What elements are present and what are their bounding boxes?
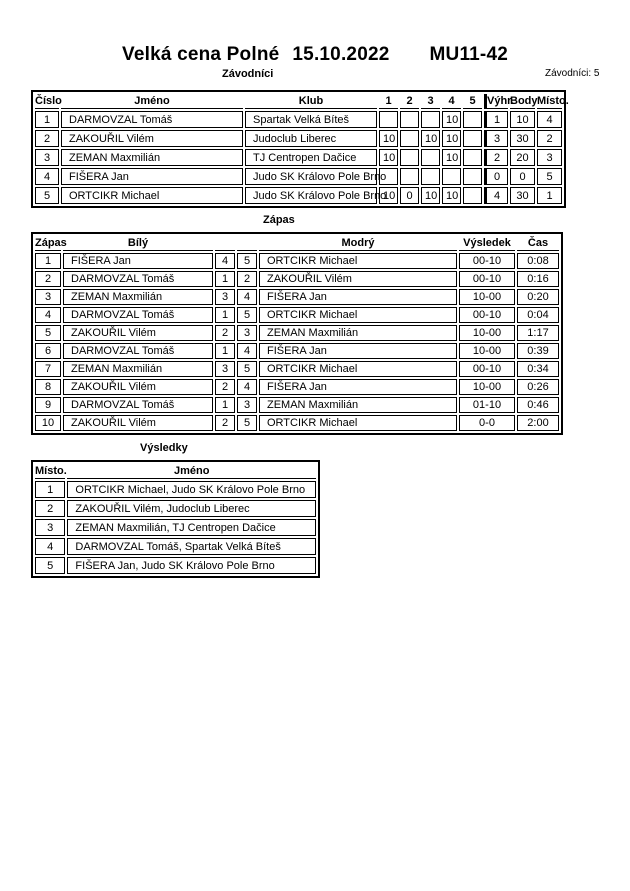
cell-zapas: 9 [35, 397, 61, 413]
page-title [0, 44, 630, 66]
col-header-bily: Bílý [63, 236, 213, 251]
col-header-zapas: Zápas [35, 237, 67, 249]
cell-modry-num: 5 [237, 307, 257, 323]
cell-r4 [442, 168, 461, 185]
cell-r3: 10 [421, 130, 440, 147]
cell-zapas: 3 [35, 289, 61, 305]
result-row [35, 538, 316, 555]
match-row [35, 379, 559, 395]
competitors-table [31, 90, 569, 208]
cell-modry-num: 5 [237, 415, 257, 431]
cell-jmeno: ZAKOUŘIL Vilém, Judoclub Liberec [67, 500, 316, 517]
cell-klub: Judoclub Liberec [245, 130, 377, 147]
cell-bily: ZAKOUŘIL Vilém [63, 379, 213, 395]
cell-r1 [379, 111, 398, 128]
cell-bily: ZAKOUŘIL Vilém [63, 415, 213, 431]
cell-r5 [463, 130, 482, 147]
cell-vysledek: 00-10 [459, 271, 515, 287]
cell-misto: 2 [537, 130, 562, 147]
cell-jmeno: ZEMAN Maxmilián, TJ Centropen Dačice [67, 519, 316, 536]
cell-vyhr: 4 [484, 187, 508, 204]
title-category: MU11-42 [429, 44, 508, 65]
cell-zapas: 4 [35, 307, 61, 323]
cell-modry: ZAKOUŘIL Vilém [259, 271, 457, 287]
cell-misto: 4 [537, 111, 562, 128]
cell-jmeno: DARMOVZAL Tomáš [61, 111, 243, 128]
col-header-body: Body [510, 95, 538, 107]
cell-bily: DARMOVZAL Tomáš [63, 271, 213, 287]
cell-cislo: 1 [35, 111, 59, 128]
match-row [35, 253, 559, 269]
cell-r3 [421, 149, 440, 166]
cell-vysledek: 00-10 [459, 361, 515, 377]
cell-vysledek: 10-00 [459, 325, 515, 341]
cell-modry-num: 4 [237, 343, 257, 359]
cell-modry-num: 3 [237, 325, 257, 341]
cell-jmeno: ZEMAN Maxmilián [61, 149, 243, 166]
cell-body: 0 [510, 168, 535, 185]
cell-body: 30 [510, 130, 535, 147]
cell-zapas: 6 [35, 343, 61, 359]
competitor-row [35, 168, 562, 185]
cell-bily-num: 2 [215, 379, 235, 395]
cell-zapas: 1 [35, 253, 61, 269]
cell-cas: 0:04 [517, 307, 559, 323]
col-header-vysledek: Výsledek [459, 236, 515, 251]
result-row [35, 481, 316, 498]
col-header-modry-num [237, 236, 257, 251]
cell-bily: DARMOVZAL Tomáš [63, 343, 213, 359]
cell-cislo: 4 [35, 168, 59, 185]
cell-body: 20 [510, 149, 535, 166]
result-row [35, 519, 316, 536]
match-row [35, 307, 559, 323]
cell-bily: ZAKOUŘIL Vilém [63, 325, 213, 341]
cell-bily-num: 1 [215, 343, 235, 359]
cell-modry: ORTCIKR Michael [259, 307, 457, 323]
col-header-jmeno: Jméno [67, 464, 316, 479]
competitors-header-row [35, 94, 562, 109]
cell-vysledek: 10-00 [459, 289, 515, 305]
cell-bily-num: 2 [215, 415, 235, 431]
competitors-section-label: Závodníci [222, 68, 274, 80]
cell-cas: 0:08 [517, 253, 559, 269]
cell-r5 [463, 187, 482, 204]
cell-r4: 10 [442, 111, 461, 128]
cell-modry-num: 2 [237, 271, 257, 287]
result-row [35, 500, 316, 517]
cell-modry-num: 5 [237, 361, 257, 377]
cell-bily-num: 1 [215, 307, 235, 323]
col-header-r2: 2 [400, 94, 419, 109]
matches-section-label: Zápas [263, 214, 295, 226]
title-date: 15.10.2022 [292, 44, 390, 65]
cell-bily-num: 3 [215, 289, 235, 305]
cell-misto: 1 [35, 481, 65, 498]
competitor-row [35, 149, 562, 166]
result-row [35, 557, 316, 574]
cell-r2: 0 [400, 187, 419, 204]
matches-header-row [35, 236, 559, 251]
match-row [35, 361, 559, 377]
col-header-r3: 3 [421, 94, 440, 109]
cell-misto: 5 [537, 168, 562, 185]
cell-vysledek: 01-10 [459, 397, 515, 413]
cell-cislo: 3 [35, 149, 59, 166]
cell-bily-num: 3 [215, 361, 235, 377]
cell-bily: DARMOVZAL Tomáš [63, 307, 213, 323]
match-row [35, 325, 559, 341]
cell-modry: FIŠERA Jan [259, 289, 457, 305]
cell-zapas: 2 [35, 271, 61, 287]
cell-vyhr: 3 [484, 130, 508, 147]
matches-table [31, 232, 563, 435]
cell-bily-num: 1 [215, 397, 235, 413]
cell-klub: Judo SK Královo Pole Brno [245, 187, 377, 204]
cell-jmeno: FIŠERA Jan [61, 168, 243, 185]
cell-zapas: 7 [35, 361, 61, 377]
col-header-r4: 4 [442, 94, 461, 109]
cell-bily: DARMOVZAL Tomáš [63, 397, 213, 413]
cell-r2 [400, 168, 419, 185]
cell-bily: FIŠERA Jan [63, 253, 213, 269]
competitor-row [35, 130, 562, 147]
cell-zapas: 10 [35, 415, 61, 431]
cell-cas: 0:34 [517, 361, 559, 377]
col-header-bily-num [215, 236, 235, 251]
cell-jmeno: ORTCIKR Michael, Judo SK Královo Pole Brno [67, 481, 316, 498]
cell-vysledek: 00-10 [459, 307, 515, 323]
cell-modry: ZEMAN Maxmilián [259, 325, 457, 341]
cell-modry: ORTCIKR Michael [259, 253, 457, 269]
cell-modry-num: 5 [237, 253, 257, 269]
title-event: Velká cena Polné [122, 44, 280, 65]
cell-modry: ORTCIKR Michael [259, 361, 457, 377]
cell-r2 [400, 149, 419, 166]
cell-r3 [421, 111, 440, 128]
cell-bily-num: 1 [215, 271, 235, 287]
results-header-row [35, 464, 316, 479]
col-header-klub: Klub [245, 94, 377, 109]
match-row [35, 271, 559, 287]
match-row [35, 415, 559, 431]
cell-vysledek: 10-00 [459, 343, 515, 359]
cell-misto: 3 [537, 149, 562, 166]
cell-misto: 3 [35, 519, 65, 536]
competitors-count: Závodníci: 5 [545, 68, 600, 79]
cell-cas: 0:20 [517, 289, 559, 305]
cell-r5 [463, 111, 482, 128]
cell-klub: Spartak Velká Bíteš [245, 111, 377, 128]
cell-modry: ORTCIKR Michael [259, 415, 457, 431]
cell-r1: 10 [379, 149, 398, 166]
cell-body: 30 [510, 187, 535, 204]
match-row [35, 289, 559, 305]
cell-jmeno: DARMOVZAL Tomáš, Spartak Velká Bíteš [67, 538, 316, 555]
cell-klub: Judo SK Královo Pole Brno [245, 168, 377, 185]
cell-cas: 1:17 [517, 325, 559, 341]
col-header-r5: 5 [463, 94, 482, 109]
cell-r4: 10 [442, 130, 461, 147]
cell-bily-num: 4 [215, 253, 235, 269]
cell-vyhr: 2 [484, 149, 508, 166]
results-table [31, 460, 320, 578]
col-header-cislo: Číslo [35, 95, 62, 107]
competitor-row [35, 111, 562, 128]
col-header-misto: Místo. [35, 465, 67, 477]
col-header-jmeno: Jméno [61, 94, 243, 109]
cell-modry: ZEMAN Maxmilián [259, 397, 457, 413]
cell-modry-num: 4 [237, 379, 257, 395]
cell-modry-num: 3 [237, 397, 257, 413]
cell-r1: 10 [379, 130, 398, 147]
cell-klub: TJ Centropen Dačice [245, 149, 377, 166]
col-header-vyhr: Výhr. [484, 94, 508, 109]
cell-r2 [400, 111, 419, 128]
cell-zapas: 5 [35, 325, 61, 341]
cell-cas: 0:26 [517, 379, 559, 395]
cell-zapas: 8 [35, 379, 61, 395]
competitor-row [35, 187, 562, 204]
cell-jmeno: ORTCIKR Michael [61, 187, 243, 204]
cell-modry-num: 4 [237, 289, 257, 305]
cell-cislo: 5 [35, 187, 59, 204]
cell-r5 [463, 168, 482, 185]
cell-r1: 10 [379, 187, 398, 204]
cell-vysledek: 00-10 [459, 253, 515, 269]
cell-r4: 10 [442, 149, 461, 166]
cell-cas: 0:39 [517, 343, 559, 359]
results-section-label: Výsledky [140, 442, 188, 454]
cell-r3: 10 [421, 187, 440, 204]
col-header-misto: Místo. [537, 95, 569, 107]
cell-cas: 0:16 [517, 271, 559, 287]
cell-cas: 0:46 [517, 397, 559, 413]
cell-modry: FIŠERA Jan [259, 379, 457, 395]
cell-bily: ZEMAN Maxmilián [63, 361, 213, 377]
cell-vysledek: 10-00 [459, 379, 515, 395]
cell-misto: 4 [35, 538, 65, 555]
cell-misto: 1 [537, 187, 562, 204]
cell-jmeno: ZAKOUŘIL Vilém [61, 130, 243, 147]
cell-bily: ZEMAN Maxmilián [63, 289, 213, 305]
col-header-r1: 1 [379, 94, 398, 109]
cell-r3 [421, 168, 440, 185]
cell-vysledek: 0-0 [459, 415, 515, 431]
cell-r5 [463, 149, 482, 166]
match-row [35, 397, 559, 413]
cell-bily-num: 2 [215, 325, 235, 341]
cell-cislo: 2 [35, 130, 59, 147]
cell-misto: 5 [35, 557, 65, 574]
cell-vyhr: 1 [484, 111, 508, 128]
match-row [35, 343, 559, 359]
cell-r4: 10 [442, 187, 461, 204]
cell-cas: 2:00 [517, 415, 559, 431]
cell-body: 10 [510, 111, 535, 128]
cell-jmeno: FIŠERA Jan, Judo SK Královo Pole Brno [67, 557, 316, 574]
col-header-modry: Modrý [259, 236, 457, 251]
cell-misto: 2 [35, 500, 65, 517]
cell-modry: FIŠERA Jan [259, 343, 457, 359]
col-header-cas: Čas [517, 236, 559, 251]
cell-r2 [400, 130, 419, 147]
cell-vyhr: 0 [484, 168, 508, 185]
